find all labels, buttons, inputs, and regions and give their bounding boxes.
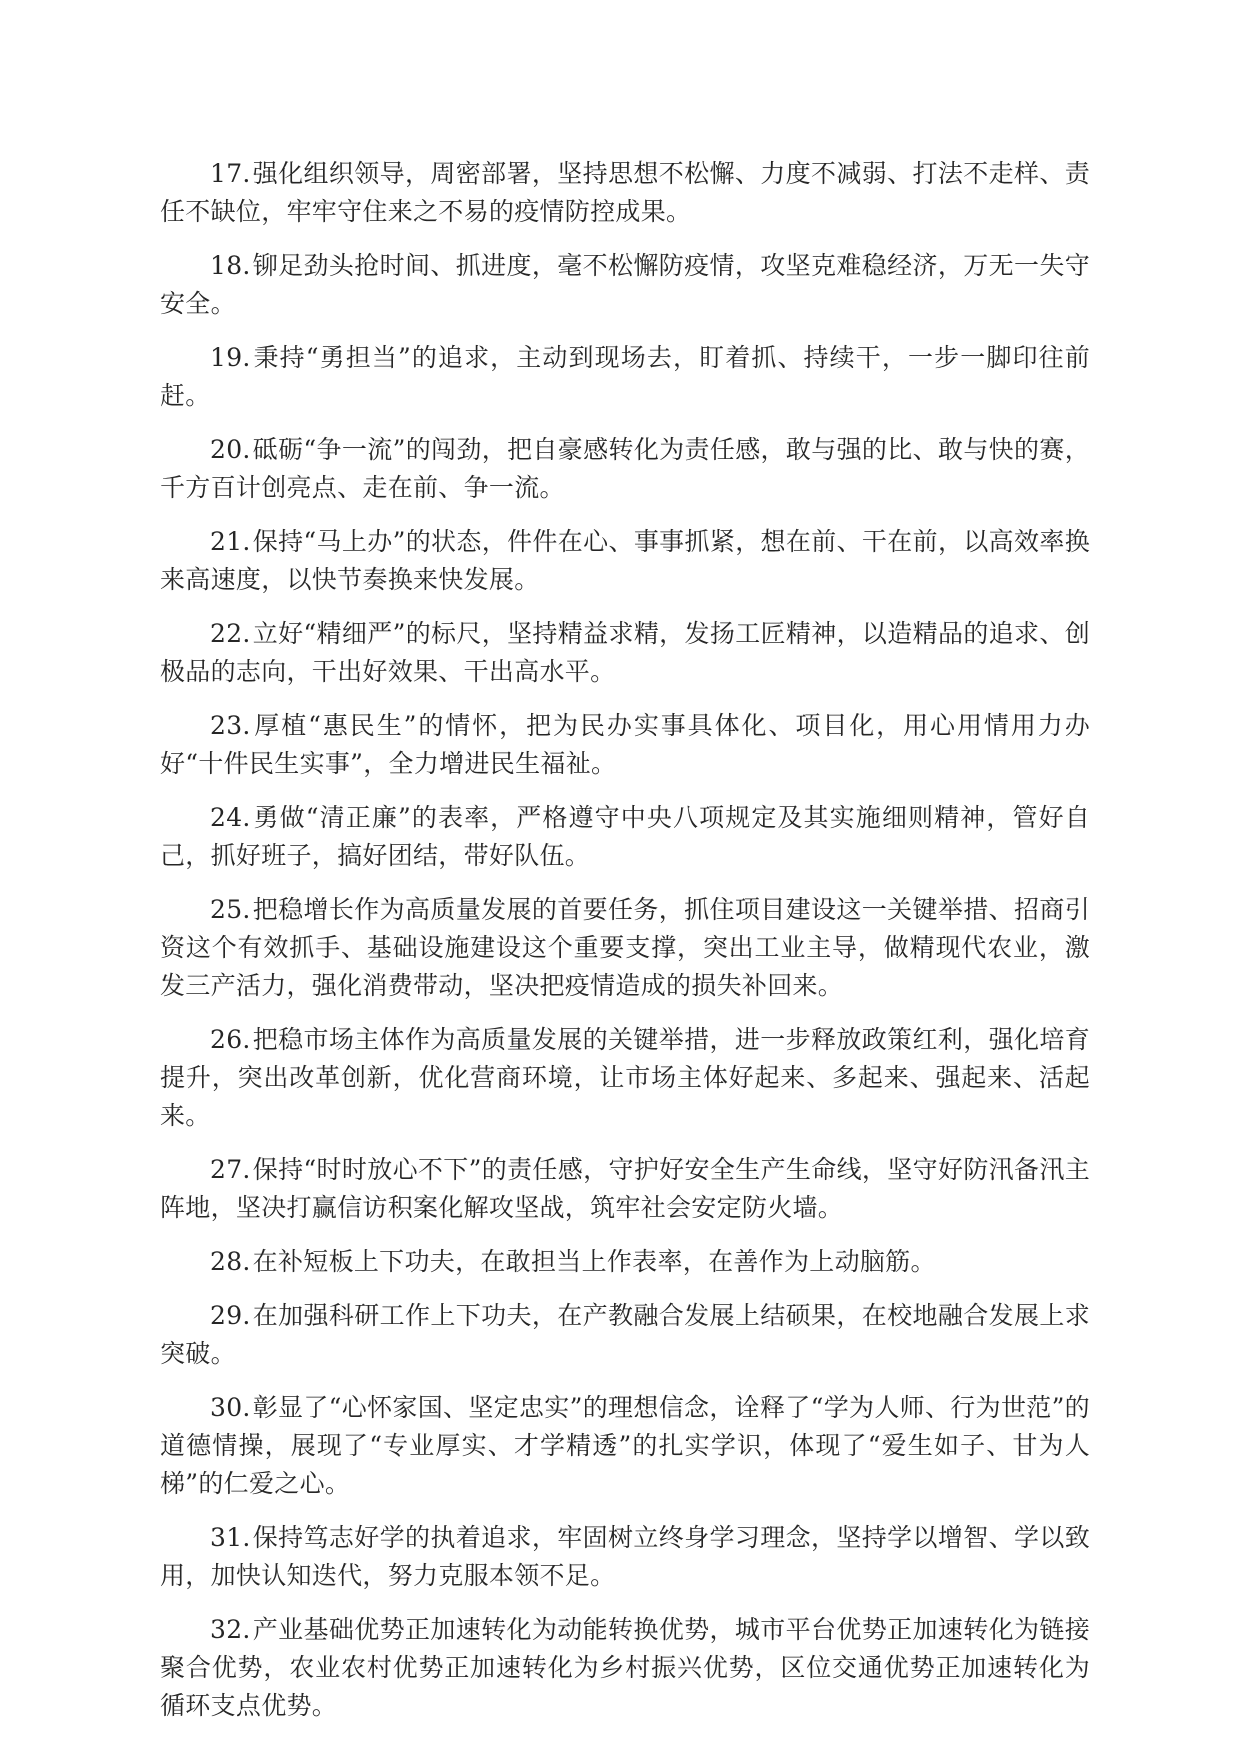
paragraph-31 xyxy=(160,1519,1090,1595)
paragraph-number: 23. xyxy=(210,711,251,740)
paragraph-26 xyxy=(160,1021,1090,1135)
paragraph-19 xyxy=(160,339,1090,415)
paragraph-18 xyxy=(160,247,1090,323)
paragraph-text: 立好“精细严”的标尺，坚持精益求精，发扬工匠精神，以造精品的追求、创极品的志向，干出好效果、干出高水平。 xyxy=(160,619,1090,686)
paragraph-20 xyxy=(160,431,1090,507)
paragraph-text: 保持“马上办”的状态，件件在心、事事抓紧，想在前、干在前，以高效率换来高速度，以快节奏换来快发展。 xyxy=(160,527,1090,594)
paragraph-text: 把稳增长作为高质量发展的首要任务，抓住项目建设这一关键举措、招商引资这个有效抓手、基础设施建设这个重要支撑，突出工业主导，做精现代农业，激发三产活力，强化消费带动，坚决把疫情造成的损失补回来。 xyxy=(160,895,1090,1000)
paragraph-text: 强化组织领导，周密部署，坚持思想不松懈、力度不减弱、打法不走样、责任不缺位，牢牢守住来之不易的疫情防控成果。 xyxy=(160,159,1090,226)
paragraph-number: 29. xyxy=(210,1301,251,1330)
paragraph-number: 21. xyxy=(210,527,251,556)
paragraph-number: 17. xyxy=(210,159,251,188)
paragraph-number: 25. xyxy=(210,895,251,924)
paragraph-number: 22. xyxy=(210,619,251,648)
paragraph-number: 20. xyxy=(210,435,251,464)
paragraph-number: 30. xyxy=(210,1393,251,1422)
paragraph-text: 厚植“惠民生”的情怀，把为民办实事具体化、项目化，用心用情用力办好“十件民生实事”，全力增进民生福祉。 xyxy=(160,711,1090,778)
paragraph-number: 18. xyxy=(210,251,251,280)
paragraph-number: 27. xyxy=(210,1155,251,1184)
paragraph-text: 秉持“勇担当”的追求，主动到现场去，盯着抓、持续干，一步一脚印往前赶。 xyxy=(160,343,1090,410)
paragraph-number: 31. xyxy=(210,1523,251,1552)
paragraph-text: 在补短板上下功夫，在敢担当上作表率，在善作为上动脑筋。 xyxy=(252,1247,936,1276)
paragraph-24 xyxy=(160,799,1090,875)
paragraph-text: 产业基础优势正加速转化为动能转换优势，城市平台优势正加速转化为链接聚合优势，农业农村优势正加速转化为乡村振兴优势，区位交通优势正加速转化为循环支点优势。 xyxy=(160,1615,1090,1720)
paragraph-text: 勇做“清正廉”的表率，严格遵守中央八项规定及其实施细则精神，管好自己，抓好班子，搞好团结，带好队伍。 xyxy=(160,803,1090,870)
paragraph-27 xyxy=(160,1151,1090,1227)
paragraph-22 xyxy=(160,615,1090,691)
paragraph-number: 26. xyxy=(210,1025,251,1054)
paragraph-text: 砥砺“争一流”的闯劲，把自豪感转化为责任感，敢与强的比、敢与快的赛，千方百计创亮点、走在前、争一流。 xyxy=(160,435,1090,502)
document-body xyxy=(160,155,1090,1741)
paragraph-21 xyxy=(160,523,1090,599)
paragraph-text: 在加强科研工作上下功夫，在产教融合发展上结硕果，在校地融合发展上求突破。 xyxy=(160,1301,1090,1368)
paragraph-number: 32. xyxy=(210,1615,251,1644)
paragraph-text: 铆足劲头抢时间、抓进度，毫不松懈防疫情，攻坚克难稳经济，万无一失守安全。 xyxy=(160,251,1090,318)
paragraph-text: 把稳市场主体作为高质量发展的关键举措，进一步释放政策红利，强化培育提升，突出改革创新，优化营商环境，让市场主体好起来、多起来、强起来、活起来。 xyxy=(160,1025,1090,1130)
paragraph-text: 保持笃志好学的执着追求，牢固树立终身学习理念，坚持学以增智、学以致用，加快认知迭代，努力克服本领不足。 xyxy=(160,1523,1090,1590)
paragraph-25 xyxy=(160,891,1090,1005)
paragraph-number: 28. xyxy=(210,1247,251,1276)
paragraph-28 xyxy=(160,1243,1090,1281)
paragraph-number: 24. xyxy=(210,803,251,832)
paragraph-23 xyxy=(160,707,1090,783)
paragraph-text: 彰显了“心怀家国、坚定忠实”的理想信念，诠释了“学为人师、行为世范”的道德情操，展现了“专业厚实、才学精透”的扎实学识，体现了“爱生如子、甘为人梯”的仁爱之心。 xyxy=(160,1393,1090,1498)
paragraph-32 xyxy=(160,1611,1090,1725)
paragraph-text: 保持“时时放心不下”的责任感，守护好安全生产生命线，坚守好防汛备汛主阵地，坚决打赢信访积案化解攻坚战，筑牢社会安定防火墙。 xyxy=(160,1155,1090,1222)
paragraph-number: 19. xyxy=(210,343,251,372)
paragraph-30 xyxy=(160,1389,1090,1503)
paragraph-29 xyxy=(160,1297,1090,1373)
paragraph-17 xyxy=(160,155,1090,231)
